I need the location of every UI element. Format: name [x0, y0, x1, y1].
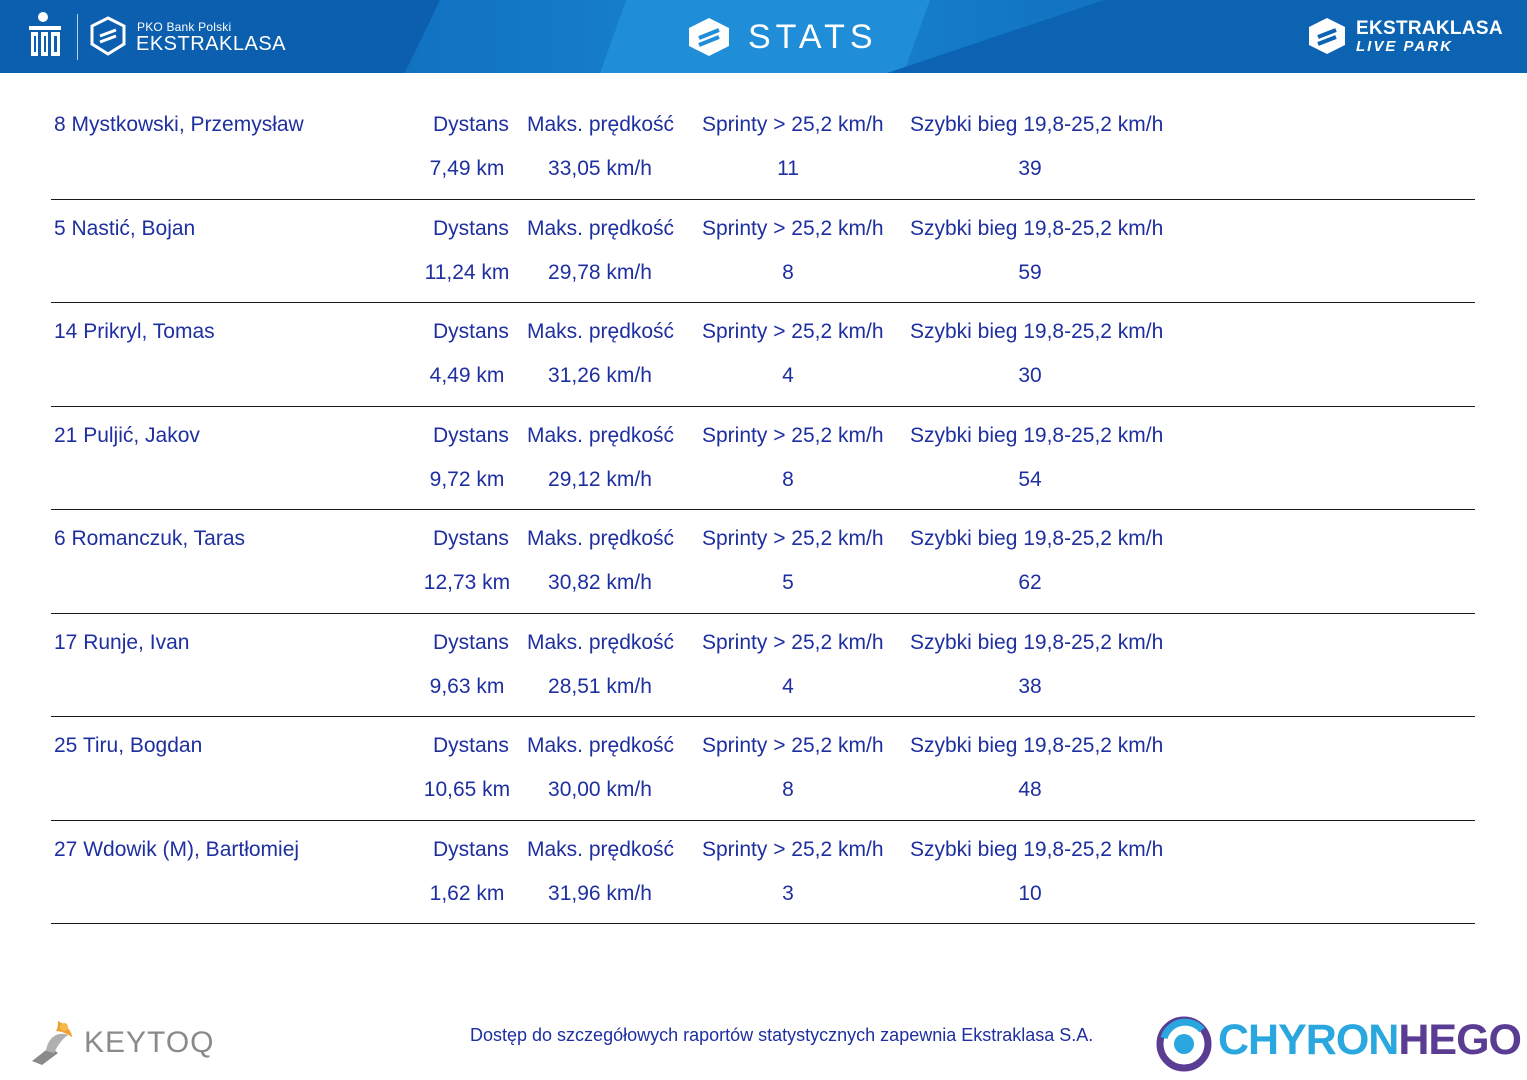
max-speed-value: 28,51 km/h [548, 674, 652, 698]
page-title: STATS [748, 18, 878, 56]
player-name: 17 Runje, Ivan [54, 630, 190, 654]
player-stats-table [51, 96, 1475, 924]
fast-runs-value: 48 [1018, 778, 1042, 801]
distance-label: Dystans [433, 837, 509, 861]
chyronhego-logo-icon [1156, 1016, 1212, 1072]
keytoq-brand: KEYTOQ [84, 1026, 215, 1059]
player-name: 21 Puljić, Jakov [54, 423, 200, 447]
max-speed-value: 31,26 km/h [548, 364, 652, 387]
live-park-subtitle: LIVE PARK [1356, 38, 1453, 55]
distance-value: 9,63 km [429, 674, 505, 698]
max-speed-label: Maks. prędkość [527, 527, 675, 550]
sprints-label: Sprinty > 25,2 km/h [702, 734, 884, 757]
distance-value: 9,72 km [429, 467, 505, 491]
fast-runs-label: Szybki bieg 19,8-25,2 km/h [910, 527, 1164, 550]
distance-label: Dystans [433, 734, 509, 757]
sprints-value: 8 [782, 260, 794, 284]
sprints-label: Sprinty > 25,2 km/h [702, 837, 884, 861]
distance-value: 12,73 km [423, 571, 511, 594]
distance-label: Dystans [433, 423, 509, 447]
sprints-label: Sprinty > 25,2 km/h [702, 423, 884, 447]
player-name: 5 Nastić, Bojan [54, 216, 196, 240]
table-row [51, 821, 1475, 925]
max-speed-value: 30,00 km/h [548, 778, 652, 801]
max-speed-label: Maks. prędkość [527, 423, 675, 447]
keytoq-logo-icon [28, 1017, 78, 1067]
fast-runs-label: Szybki bieg 19,8-25,2 km/h [910, 837, 1164, 861]
player-name: 14 Prikryl, Tomas [54, 320, 215, 343]
header-bar [0, 0, 1527, 73]
player-name: 8 Mystkowski, Przemysław [54, 113, 304, 136]
table-row [51, 303, 1475, 407]
max-speed-value: 31,96 km/h [548, 881, 652, 905]
pko-brand-label: PKO Bank Polski [137, 20, 232, 34]
max-speed-label: Maks. prędkość [527, 113, 675, 136]
table-row [51, 96, 1475, 200]
sprints-value: 4 [782, 674, 794, 698]
distance-label: Dystans [433, 113, 509, 136]
hego-label: HEGO [1398, 1016, 1521, 1064]
max-speed-label: Maks. prędkość [527, 320, 675, 343]
fast-runs-label: Szybki bieg 19,8-25,2 km/h [910, 113, 1164, 136]
distance-value: 1,62 km [429, 881, 505, 905]
sprints-value: 5 [782, 571, 794, 594]
distance-label: Dystans [433, 630, 509, 654]
distance-label: Dystans [433, 216, 509, 240]
footer-note: Dostęp do szczegółowych raportów statystycznych zapewnia Ekstraklasa S.A. [470, 1025, 1094, 1045]
max-speed-value: 30,82 km/h [548, 571, 652, 594]
table-row [51, 407, 1475, 511]
chyronhego-brand [1218, 1016, 1521, 1065]
distance-label: Dystans [433, 527, 509, 550]
max-speed-label: Maks. prędkość [527, 630, 675, 654]
sprints-value: 8 [782, 467, 794, 491]
player-name: 25 Tiru, Bogdan [54, 734, 203, 757]
sprints-value: 4 [782, 364, 794, 387]
sprints-value: 8 [782, 778, 794, 801]
sprints-value: 3 [782, 881, 794, 905]
sprints-label: Sprinty > 25,2 km/h [702, 113, 884, 136]
table-row [51, 200, 1475, 304]
ekstraklasa-badge-icon [88, 16, 128, 56]
distance-value: 7,49 km [429, 157, 505, 180]
fast-runs-label: Szybki bieg 19,8-25,2 km/h [910, 320, 1164, 343]
fast-runs-label: Szybki bieg 19,8-25,2 km/h [910, 216, 1164, 240]
sprints-label: Sprinty > 25,2 km/h [702, 527, 884, 550]
fast-runs-value: 38 [1018, 674, 1042, 698]
max-speed-value: 33,05 km/h [548, 157, 652, 180]
max-speed-value: 29,78 km/h [548, 260, 652, 284]
table-row [51, 717, 1475, 821]
live-park-title: EKSTRAKLASA [1356, 18, 1503, 39]
distance-value: 11,24 km [424, 260, 510, 284]
fast-runs-value: 39 [1018, 157, 1042, 180]
chyron-label: CHYRON [1218, 1016, 1399, 1064]
max-speed-label: Maks. prędkość [527, 216, 675, 240]
fast-runs-label: Szybki bieg 19,8-25,2 km/h [910, 630, 1164, 654]
pko-bank-logo-icon [26, 10, 66, 60]
max-speed-value: 29,12 km/h [548, 467, 652, 491]
player-name: 6 Romanczuk, Taras [54, 527, 246, 550]
ekstraklasa-brand-label: EKSTRAKLASA [136, 33, 287, 55]
fast-runs-value: 59 [1018, 260, 1042, 284]
fast-runs-value: 10 [1018, 881, 1042, 905]
distance-value: 10,65 km [423, 778, 511, 801]
fast-runs-label: Szybki bieg 19,8-25,2 km/h [910, 423, 1164, 447]
live-park-icon [1306, 16, 1348, 56]
fast-runs-value: 62 [1018, 571, 1042, 594]
sprints-label: Sprinty > 25,2 km/h [702, 320, 884, 343]
sprints-value: 11 [777, 157, 799, 180]
header-divider [77, 14, 78, 60]
table-row [51, 614, 1475, 718]
sprints-label: Sprinty > 25,2 km/h [702, 216, 884, 240]
fast-runs-value: 30 [1018, 364, 1042, 387]
table-row [51, 510, 1475, 614]
player-name: 27 Wdowik (M), Bartłomiej [54, 837, 300, 861]
fast-runs-value: 54 [1018, 467, 1042, 491]
max-speed-label: Maks. prędkość [527, 837, 675, 861]
distance-value: 4,49 km [429, 364, 505, 387]
sprints-label: Sprinty > 25,2 km/h [702, 630, 884, 654]
fast-runs-label: Szybki bieg 19,8-25,2 km/h [910, 734, 1164, 757]
ekstraklasa-stats-icon [686, 16, 732, 58]
max-speed-label: Maks. prędkość [527, 734, 675, 757]
distance-label: Dystans [433, 320, 509, 343]
